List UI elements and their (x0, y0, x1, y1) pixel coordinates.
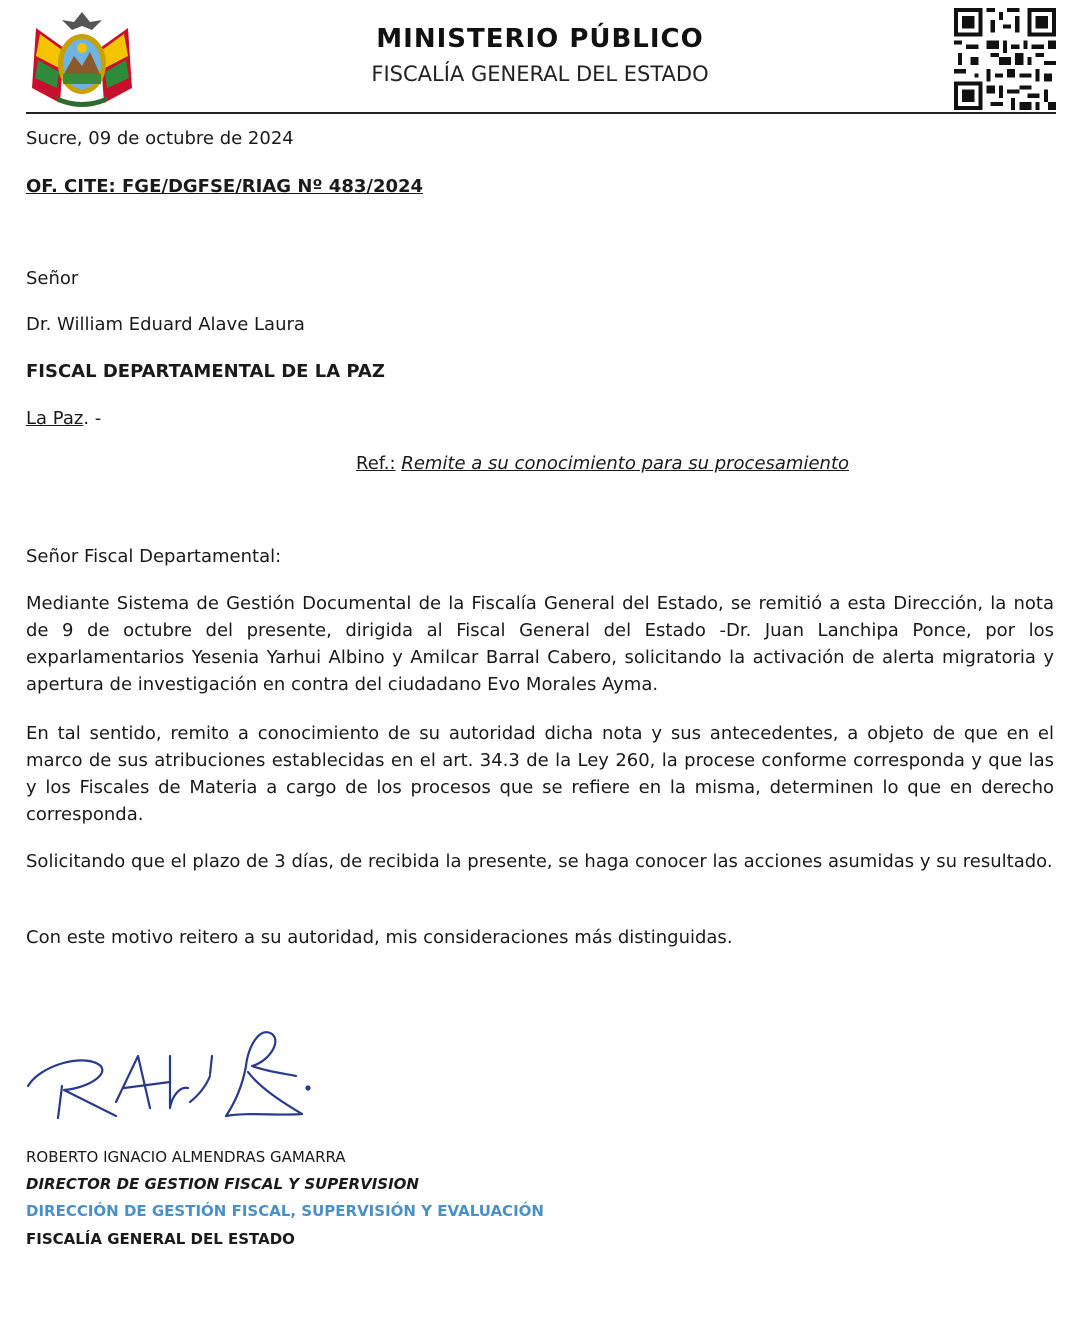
salutation-title: Señor (26, 268, 79, 289)
reference-line (356, 453, 849, 474)
signatory-position: DIRECTOR DE GESTION FISCAL Y SUPERVISION (26, 1175, 419, 1193)
signatory-department: DIRECCIÓN DE GESTIÓN FISCAL, SUPERVISIÓN Y EVALUACIÓN (26, 1202, 544, 1220)
recipient-city (26, 408, 101, 429)
recipient-city-suffix: . - (83, 408, 102, 429)
qr-code-icon (954, 8, 1056, 110)
reference-text: Remite a su conocimiento para su procesamiento (401, 453, 850, 474)
document-cite: OF. CITE: FGE/DGFSE/RIAG Nº 483/2024 (26, 176, 424, 197)
recipient-city-name: La Paz (26, 408, 84, 429)
recipient-name: Dr. William Eduard Alave Laura (26, 314, 305, 335)
recipient-position: FISCAL DEPARTAMENTAL DE LA PAZ (26, 361, 385, 382)
place-date: Sucre, 09 de octubre de 2024 (26, 128, 294, 149)
body-paragraph-2: En tal sentido, remito a conocimiento de su autoridad dicha nota y sus antecedentes, a objeto de que en el marco de sus atribuciones establecidas en el art. 34.3 de la Ley 260, la procese conforme corresponda y que las y los Fiscales de Materia a cargo de los procesos que se refiere en la misma, determinen lo que en derecho corresponda. (26, 723, 1054, 825)
body-paragraph-4: Con este motivo reitero a su autoridad, mis consideraciones más distinguidas. (26, 927, 733, 948)
body-paragraph-1: Mediante Sistema de Gestión Documental de la Fiscalía General del Estado, se remitió a esta Dirección, la nota de 9 de octubre del presente, dirigida al Fiscal General del Estado -Dr. Juan Lanchipa Ponce, por los exparlamentarios Yesenia Yarhui Albino y Amilcar Barral Cabero, solicitando la activación de alerta migratoria y apertura de investigación en contra del ciudadano Evo Morales Ayma. (26, 593, 1054, 695)
signatory-institution: FISCALÍA GENERAL DEL ESTADO (26, 1230, 295, 1248)
header-subtitle: FISCALÍA GENERAL DEL ESTADO (371, 62, 709, 86)
reference-label: Ref.: (356, 453, 396, 474)
greeting: Señor Fiscal Departamental: (26, 546, 282, 567)
signatory-name: ROBERTO IGNACIO ALMENDRAS GAMARRA (26, 1148, 346, 1166)
header-title: MINISTERIO PÚBLICO (376, 24, 704, 54)
header-divider (26, 112, 1056, 114)
handwritten-signature (20, 1016, 320, 1140)
body-paragraph-3: Solicitando que el plazo de 3 días, de recibida la presente, se haga conocer las acciones asumidas y su resultado. (26, 851, 1053, 872)
